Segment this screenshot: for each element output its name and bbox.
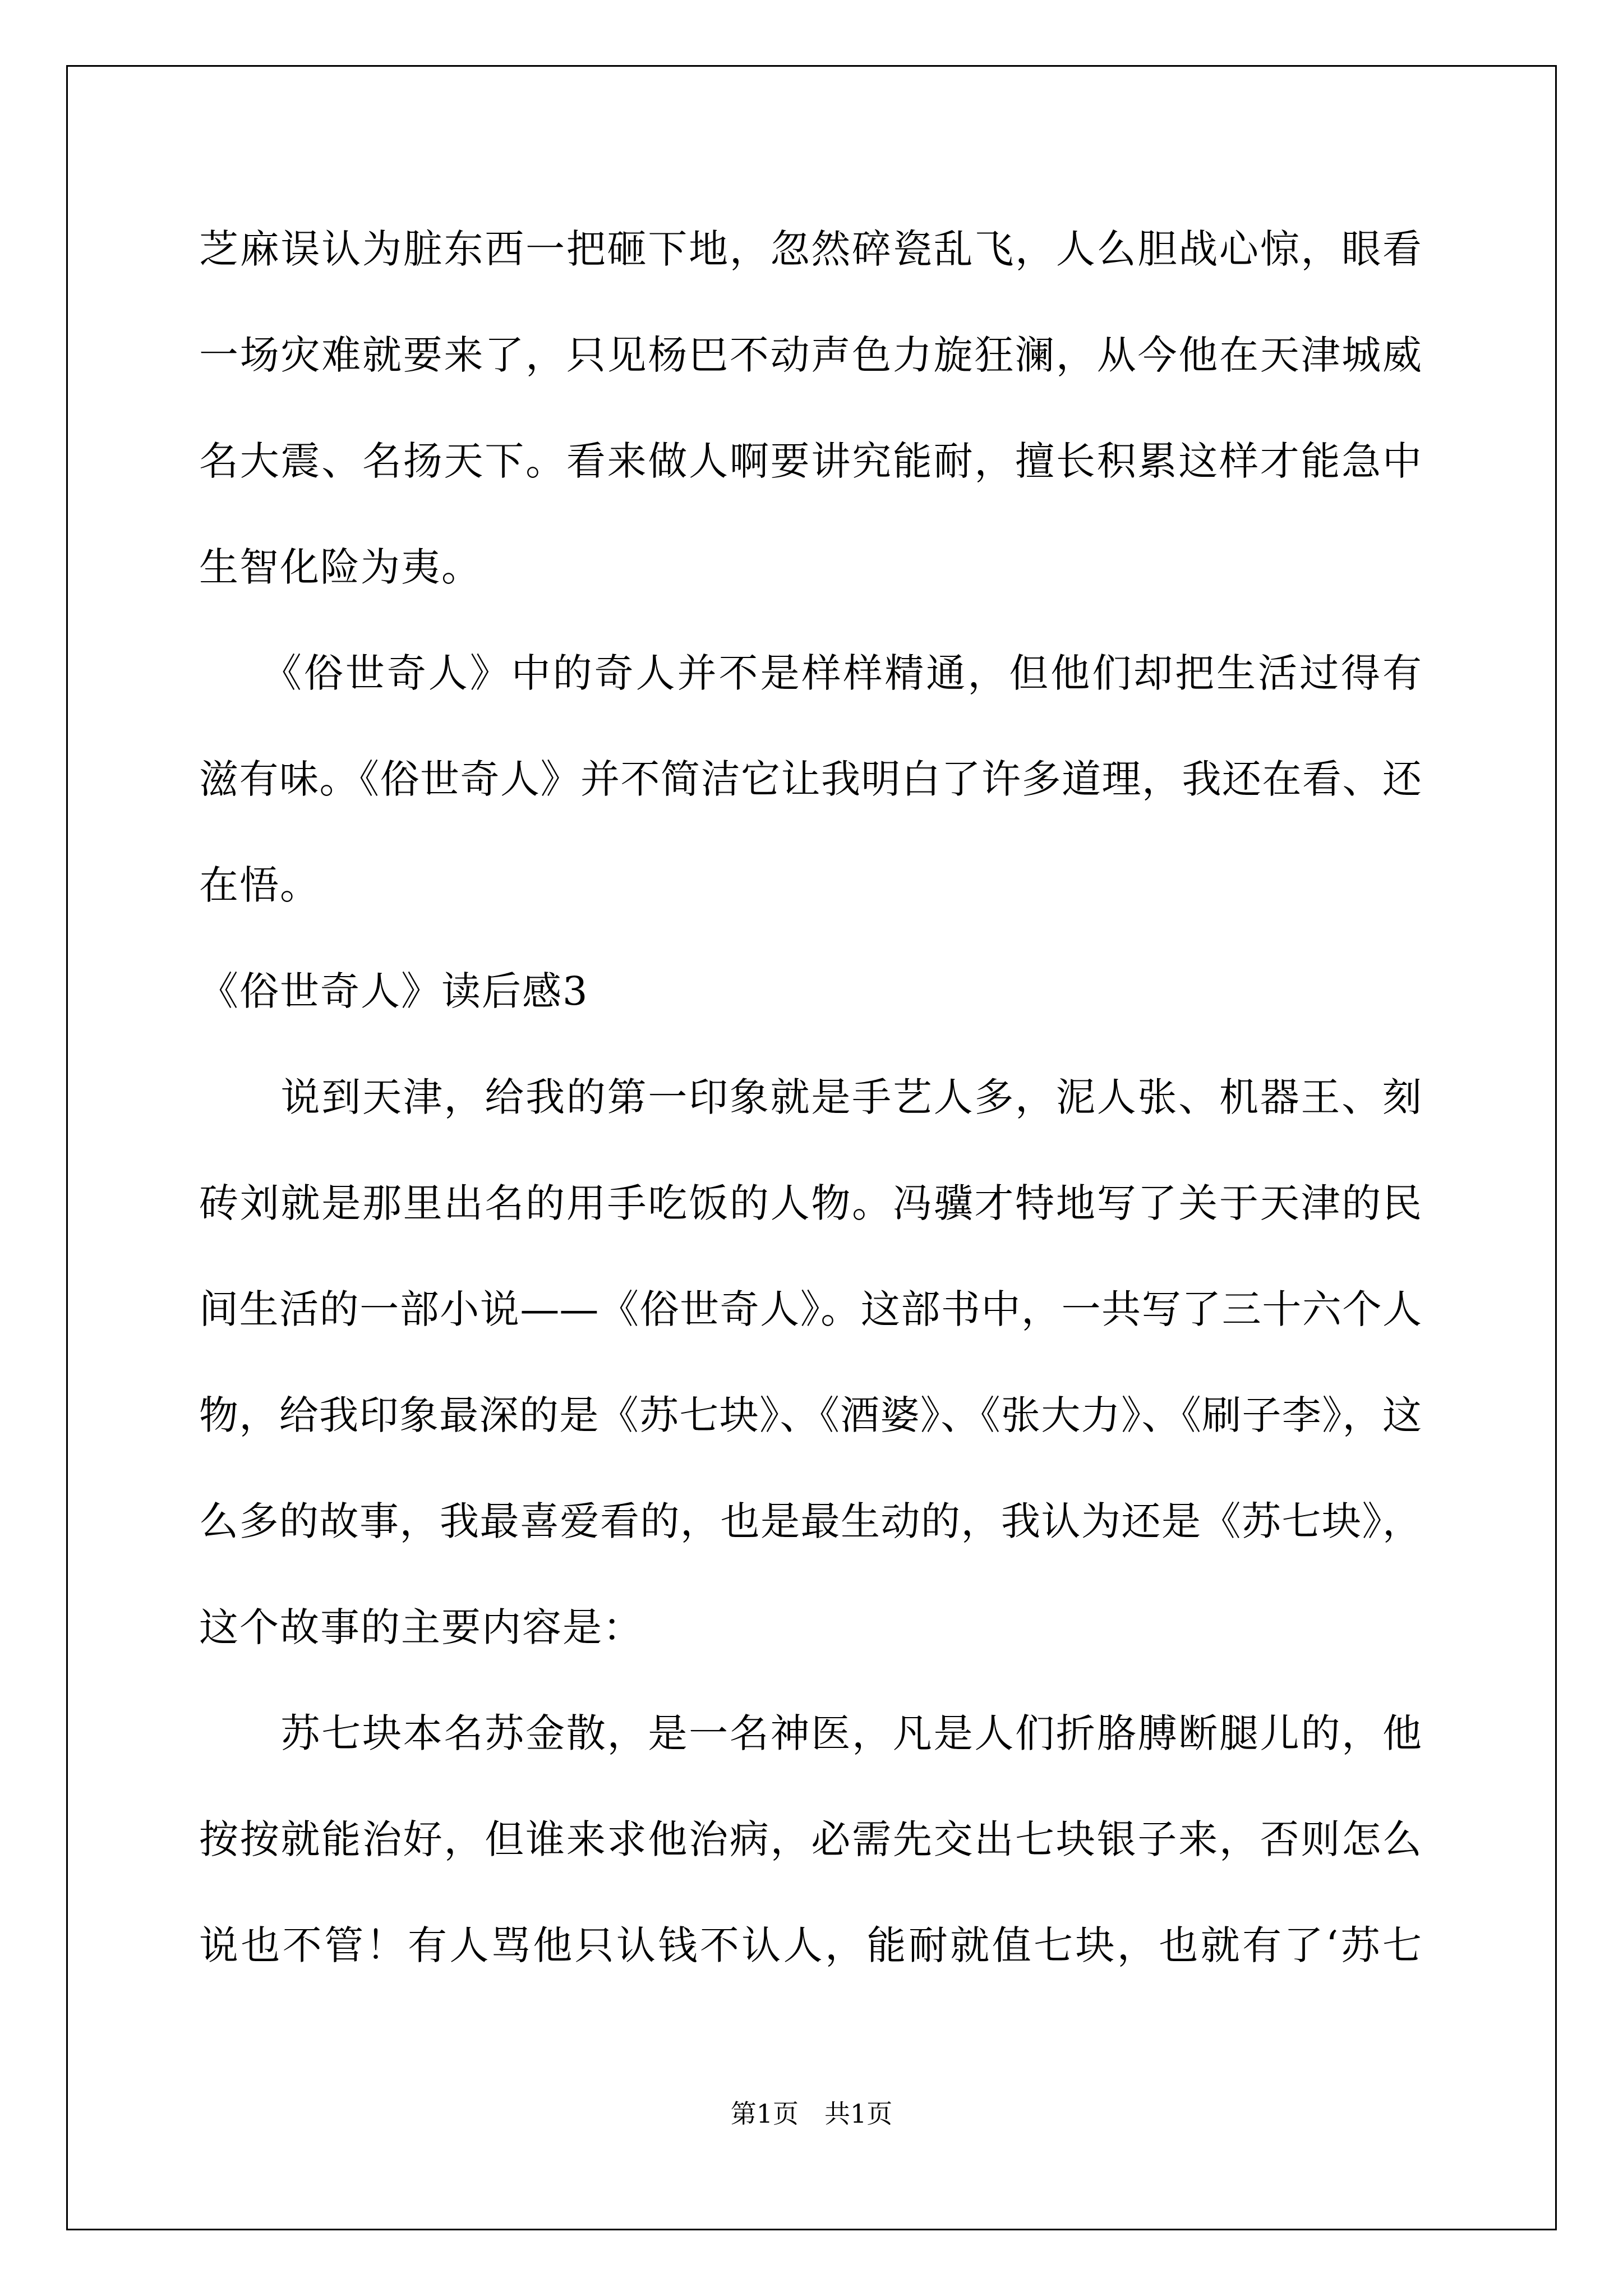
paragraph-line: 名大震、名扬天下。看来做人啊要讲究能耐，擅长积累这样才能急中 bbox=[199, 438, 1422, 484]
paragraph-line: 一场灾难就要来了，只见杨巴不动声色力旋狂澜，从今他在天津城威 bbox=[199, 332, 1422, 378]
paragraph-line: 说也不管！有人骂他只认钱不认人，能耐就值七块，也就有了‘苏七 bbox=[199, 1922, 1422, 1968]
paragraph-line: 这个故事的主要内容是： bbox=[199, 1604, 643, 1650]
paragraph-line: 砖刘就是那里出名的用手吃饭的人物。冯骥才特地写了关于天津的民 bbox=[199, 1180, 1422, 1226]
paragraph-line: 间生活的一部小说——《俗世奇人》。这部书中，一共写了三十六个人 bbox=[199, 1286, 1422, 1332]
page-border bbox=[66, 65, 1557, 2230]
paragraph-line: 《俗世奇人》中的奇人并不是样样精通，但他们却把生活过得有 bbox=[199, 650, 1422, 696]
paragraph-line: 在悟。 bbox=[199, 862, 320, 908]
paragraph-line: 说到天津，给我的第一印象就是手艺人多，泥人张、机器王、刻 bbox=[199, 1074, 1422, 1120]
paragraph-line: 按按就能治好，但谁来求他治病，必需先交出七块银子来，否则怎么 bbox=[199, 1816, 1422, 1862]
paragraph-line: 生智化险为夷。 bbox=[199, 544, 482, 590]
paragraph-line: 芝麻误认为脏东西一把砸下地，忽然碎瓷乱飞，人么胆战心惊，眼看 bbox=[199, 226, 1422, 272]
section-heading: 《俗世奇人》读后感3 bbox=[199, 968, 589, 1014]
page-number-footer: 第1页 共1页 bbox=[730, 2099, 893, 2129]
paragraph-line: 苏七块本名苏金散，是一名神医，凡是人们折胳膊断腿儿的，他 bbox=[199, 1710, 1422, 1756]
paragraph-line: 么多的故事，我最喜爱看的，也是最生动的，我认为还是《苏七块》， bbox=[199, 1498, 1422, 1544]
paragraph-line: 物，给我印象最深的是《苏七块》、《酒婆》、《张大力》、《刷子李》，这 bbox=[199, 1392, 1422, 1438]
paragraph-line: 滋有味。《俗世奇人》并不简洁它让我明白了许多道理，我还在看、还 bbox=[199, 756, 1422, 802]
